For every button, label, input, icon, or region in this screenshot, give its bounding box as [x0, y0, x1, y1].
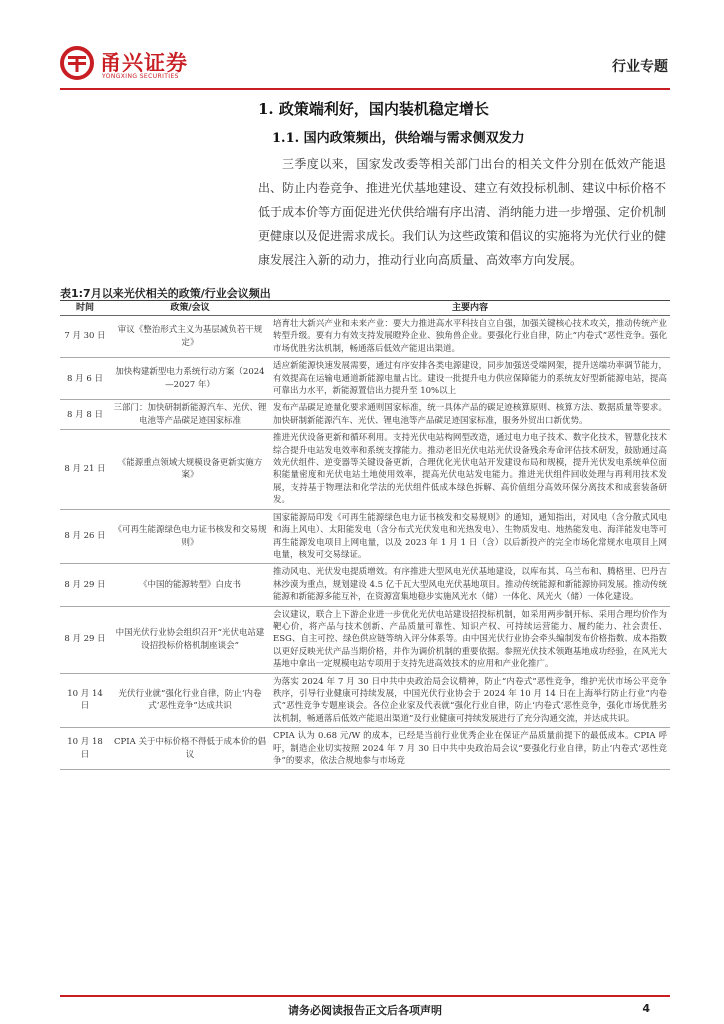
table-row [60, 606, 670, 673]
row-time: 8 月 29 日 [60, 564, 110, 606]
row-policy: 《可再生能源绿色电力证书核发和交易规则》 [110, 509, 270, 564]
row-content: 会议建议，联合上下游企业进一步优化光伏电站建设招投标机制，如采用两步制开标、采用合理均价作为靶心价，将产品与技术创新、产品质量可靠性、知识产权、可持续运营能力、履约能力、社会责任、ESG、自主可控、绿色供应链等纳入评分体系等。由中国光伏行业协会牵头编制发布价格指数、成本指数以更好反映光伏产品当期价格，并作为调价机制的重要依据。参照光伏技术领跑基地成功经验，在风光大基地中拿出一定规模电站专项用于支持先进高效技术的应用和产业化推广。 [270, 606, 670, 673]
page-header [60, 42, 670, 90]
row-content: 适应新能源快速发展需要，通过有序安排各类电源建设，同步加强送受端网架，提升送端功率调节能力，有效提高在运输电通道新能源电量占比。建设一批提升电力供应保障能力的系统友好型新能源电站，提高可靠出力水平，新能源置信出力提升至 10%以上 [270, 358, 670, 400]
row-policy: CPIA 关于中标价格不得低于成本价的倡议 [110, 728, 270, 770]
row-time: 8 月 21 日 [60, 430, 110, 509]
row-policy: 《中国的能源转型》白皮书 [110, 564, 270, 606]
row-content: 培育壮大新兴产业和未来产业：要大力推进高水平科技自立自强，加强关键核心技术攻关，推动传统产业转型升级。要有力有效支持发展瞪羚企业、独角兽企业。要强化行业自律，防止“内卷式”恶性竞争。强化市场优胜劣汰机制，畅通落后低效产能退出渠道。 [270, 316, 670, 358]
company-name: 甬兴证券 [100, 51, 188, 75]
section-heading: 1. 政策端利好，国内装机稳定增长 [258, 100, 489, 118]
row-content: 国家能源局印发《可再生能源绿色电力证书核发和交易规则》的通知，通知指出，对风电（含分散式风电和海上风电）、太阳能发电（含分布式光伏发电和光热发电）、生物质发电、地热能发电、海洋能发电等可再生能源发电项目上网电量，以及 2023 年 1 月 1 日（含）以后新投产的完全市场化常规水电项目上网电量，核发可交易绿证。 [270, 509, 670, 564]
table-row [60, 430, 670, 509]
row-time: 8 月 29 日 [60, 606, 110, 673]
table-row [60, 400, 670, 430]
table-row [60, 564, 670, 606]
row-time: 8 月 6 日 [60, 358, 110, 400]
table-row [60, 316, 670, 358]
company-name-english: YONGXING SECURITIES [102, 73, 179, 80]
row-policy: 三部门：加快研制新能源汽车、光伏、锂电池等产品碳足迹国家标准 [110, 400, 270, 430]
column-header-content: 主要内容 [270, 301, 670, 316]
row-time: 8 月 8 日 [60, 400, 110, 430]
report-type-label: 行业专题 [612, 59, 668, 75]
row-content: 为落实 2024 年 7 月 30 日中共中央政治局会议精神，防止“内卷式”恶性竞争，维护光伏市场公平竞争秩序，引导行业健康可持续发展，中国光伏行业协会于 2024 年 10 月 14 日在上海举行防止行业“内卷式”恶性竞争专题座谈会。各位企业家及代表就“强化行业自律，防止‘内卷式’恶性竞争，强化市场优胜劣汰机制，畅通落后低效产能退出渠道”及行业健康可持续发展进行了充分沟通交流，并达成共识。 [270, 673, 670, 728]
row-content: CPIA 认为 0.68 元/W 的成本，已经是当前行业优秀企业在保证产品质量前提下的最低成本。CPIA 呼吁，制造企业切实按照 2024 年 7 月 30 日中共中央政治局会议“要强化行业自律，防止‘内卷式’恶性竞争”的要求，依法合规地参与市场竞 [270, 728, 670, 770]
table-row [60, 728, 670, 770]
row-time: 7 月 30 日 [60, 316, 110, 358]
row-time: 10 月 14 日 [60, 673, 110, 728]
row-policy: 光伏行业就“强化行业自律，防止‘内卷式’恶性竞争”达成共识 [110, 673, 270, 728]
row-policy: 审议《整治形式主义为基层减负若干规定》 [110, 316, 270, 358]
row-policy: 中国光伏行业协会组织召开“光伏电站建设招投标价格机制座谈会” [110, 606, 270, 673]
column-header-policy: 政策/会议 [110, 301, 270, 316]
company-logo-icon [60, 46, 94, 80]
row-time: 8 月 26 日 [60, 509, 110, 564]
row-content: 推进光伏设备更新和循环利用。支持光伏电站构网型改造，通过电力电子技术、数字化技术，智慧化技术综合提升电站发电效率和系统支撑能力。推动老旧光伏电站光伏设备残余寿命评估技术研发，鼓励通过高效光伏组件、逆变器等关键设备更新，合理优化光伏电站开发建设布局和规模，提升光伏发电系统单位面积能量密度和光伏电站土地使用效率，提高光伏电站发电能力。推进光伏组件回收处理与再利用技术发展，支持基于物理法和化学法的光伏组件低成本绿色拆解、高价值组分高效环保分离技术和成套装备研发。 [270, 430, 670, 509]
intro-paragraph: 三季度以来，国家发改委等相关部门出台的相关文件分别在低效产能退出、防止内卷竞争、推进光伏基地建设、建立有效投标机制、建议中标价格不低于成本价等方面促进光伏供给端有序出清、消纳能力进一步增强、定价机制更健康以及促进需求成长。我们认为这些政策和倡议的实施将为光伏行业的健康发展注入新的动力，推动行业向高质量、高效率方向发展。 [258, 157, 667, 267]
row-time: 10 月 18 日 [60, 728, 110, 770]
column-header-time: 时间 [60, 301, 110, 316]
table-row [60, 673, 670, 728]
row-content: 推动风电、光伏发电提质增效。有序推进大型风电光伏基地建设，以库布其、乌兰布和、腾格里、巴丹吉林沙漠为重点，规划建设 4.5 亿千瓦大型风电光伏基地项目。推动传统能源和新能源协同发展。推动传统能源和新能源多能互补，在资源富集地稳步实施风光水（储）一体化、风光火（储）一体化建设。 [270, 564, 670, 606]
policy-table [60, 300, 670, 770]
table-caption: 表1:7月以来光伏相关的政策/行业会议频出 [60, 287, 271, 300]
table-row [60, 509, 670, 564]
table-row [60, 358, 670, 400]
page-footer [60, 995, 670, 1019]
row-policy: 《能源重点领域大规模设备更新实施方案》 [110, 430, 270, 509]
row-content: 发布产品碳足迹量化要求通则国家标准，统一具体产品的碳足迹核算原则、核算方法、数据质量等要求。加快研制新能源汽车、光伏、锂电池等产品碳足迹国家标准，服务外贸出口新优势。 [270, 400, 670, 430]
subsection-heading: 1.1. 国内政策频出，供给端与需求侧双发力 [272, 131, 525, 146]
disclaimer-text: 请务必阅读报告正文后各项声明 [288, 1004, 442, 1017]
page-number: 4 [642, 1002, 650, 1015]
table-header-row [60, 301, 670, 316]
row-policy: 加快构建新型电力系统行动方案（2024—2027 年） [110, 358, 270, 400]
